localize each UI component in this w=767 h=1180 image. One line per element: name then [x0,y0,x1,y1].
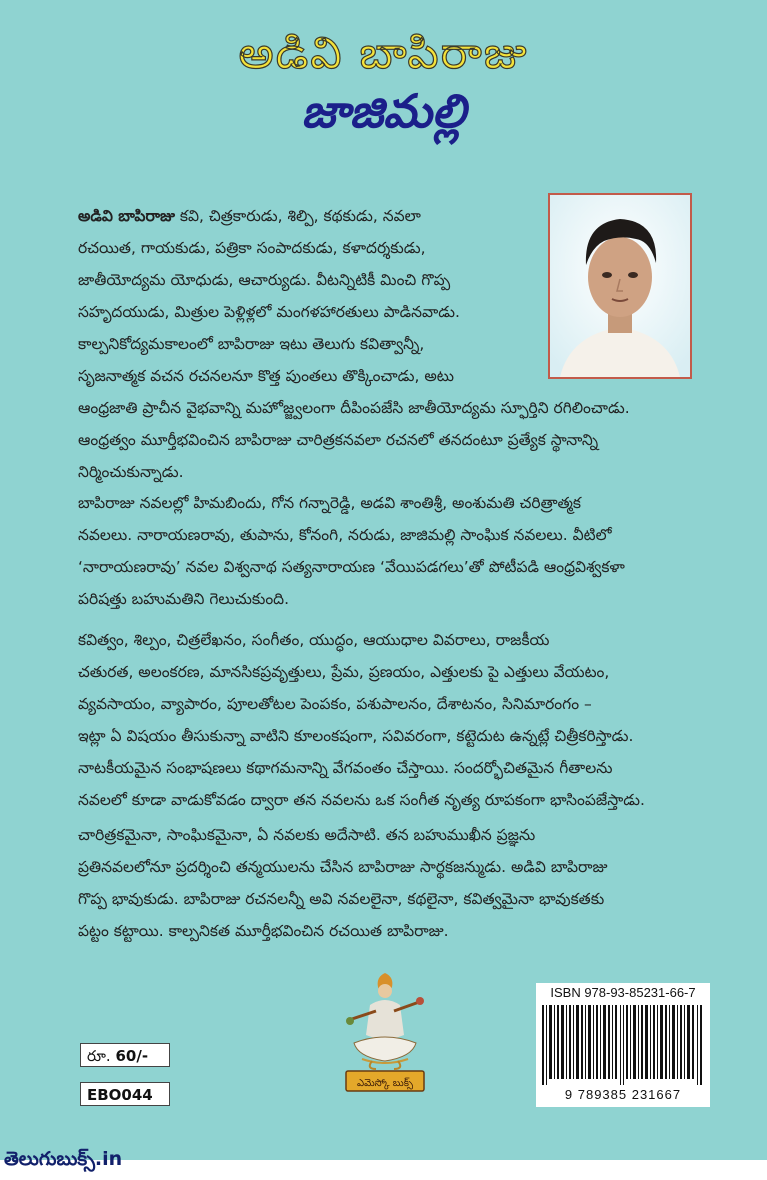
text-line: అడివి బాపిరాజు కవి, చిత్రకారుడు, శిల్పి, కథకుడు, నవలా [78,207,421,225]
paragraph-3 [78,624,704,816]
text-line: ఆంధ్రత్వం మూర్తీభవించిన బాపిరాజు చారిత్రకనవలా రచనలో తనదంటూ ప్రత్యేక స్థానాన్ని [78,431,599,449]
text-line: నిర్మించుకున్నాడు. [78,463,184,481]
site-watermark: తెలుగుబుక్స్.in [4,1148,123,1170]
text-line: గొప్ప భావుకుడు. బాపిరాజు రచనలన్నీ అవి నవలలైనా, కథలైనా, కవిత్వమైనా భావుకతకు [78,890,605,908]
text-line: పరిషత్తు బహుమతిని గెలుచుకుంది. [78,590,290,608]
paragraph-1-narrow [78,200,540,392]
text-line: నాటకీయమైన సంభాషణలు కథాగమనాన్ని వేగవంతం చేస్తాయి. సందర్భోచితమైన గీతాలను [78,759,613,777]
isbn-barcode [536,983,710,1107]
text-line: నవలలు. నారాయణరావు, తుపాను, కోనంగి, నరుడు, జాజిమల్లి సాంఘిక నవలలు. వీటిలో [78,526,612,544]
text-line: రచయిత, గాయకుడు, పత్రికా సంపాదకుడు, కళాదర్శకుడు, [78,239,426,257]
text-line: ఇట్లా ఏ విషయం తీసుకున్నా వాటిని కూలంకషంగా, సవివరంగా, కట్టెదుట ఉన్నట్లే చిత్రీకరిస్తాడు. [78,727,634,745]
text-line: చతురత, అలంకరణ, మానసికప్రవృత్తులు, ప్రేమ, ప్రణయం, ఎత్తులకు పై ఎత్తులు వేయటం, [78,663,610,681]
barcode-digits: 9 789385 231667 [564,1087,682,1102]
book-code: EBO044 [80,1082,170,1106]
price-box [80,1043,170,1067]
text-line: వ్యవసాయం, వ్యాపారం, పూలతోటల పెంపకం, పశుపాలనం, దేశాటనం, సినిమారంగం – [78,695,592,713]
publisher-logo-icon [332,965,438,1097]
author-name: అడివి బాపిరాజు [238,28,529,79]
price-label: రూ. [87,1047,111,1065]
lead-author-name: అడివి బాపిరాజు [78,207,175,225]
text-line: నవలలో కూడా వాడుకోవడం ద్వారా తన నవలను ఒక సంగీత నృత్య రూపకంగా భాసింపజేస్తాడు. [78,791,645,809]
text-line: పట్టం కట్టాయి. కాల్పనికత మూర్తీభవించిన రచయిత బాపిరాజు. [78,922,449,940]
barcode-icon [542,1005,704,1085]
text-line: సృజనాత్మక వచన రచనలనూ కొత్త పుంతలు తొక్కించాడు, అటు [78,367,455,385]
text-line: జాతీయోద్యమ యోధుడు, ఆచార్యుడు. వీటన్నిటికీ మించి గొప్ప [78,271,451,289]
price-value: 60/- [115,1047,149,1065]
text-line: ‘నారాయణరావు’ నవల విశ్వనాథ సత్యనారాయణ ‘వేయిపడగలు’తో పోటీపడి ఆంధ్రవిశ్వకళా [78,558,625,576]
isbn-number: ISBN 978-93-85231-66-7 [550,985,696,1000]
text-line: చారిత్రకమైనా, సాంఘికమైనా, ఏ నవలకు అదేసాటి. తన బహుముఖీన ప్రజ్ఞను [78,826,536,844]
text-line: ప్రతినవలలోనూ ప్రదర్శించి తన్మయులను చేసిన బాపిరాజు సార్థకజన్ముడు. అడివి బాపిరాజు [78,858,608,876]
book-title: జాజిమల్లి [301,84,466,138]
text-line: బాపిరాజు నవలల్లో హిమబిందు, గోన గన్నారెడ్డి, అడవి శాంతిశ్రీ, అంశుమతి చరిత్రాత్మక [78,494,581,512]
text-line: కాల్పనికోద్యమకాలంలో బాపిరాజు ఇటు తెలుగు కవిత్వాన్నీ, [78,335,425,353]
paragraph-1 [78,200,704,488]
publisher-logo-text: ఎమెస్కో బుక్స్ [356,1078,414,1089]
paragraph-2 [78,487,704,615]
text-line: కవిత్వం, శిల్పం, చిత్రలేఖనం, సంగీతం, యుద్ధం, ఆయుధాల వివరాలు, రాజకీయ [78,631,550,649]
text-line: ఆంధ్రజాతి ప్రాచీన వైభవాన్ని మహోజ్జ్వలంగా దీపింపజేసి జాతీయోద్యమ స్ఫూర్తిని రగిలించాడు. [78,399,630,417]
text-line: సహృదయుడు, మిత్రుల పెళ్లిళ్లలో మంగళహారతులు పాడినవాడు. [78,303,460,321]
paragraph-4 [78,819,704,947]
